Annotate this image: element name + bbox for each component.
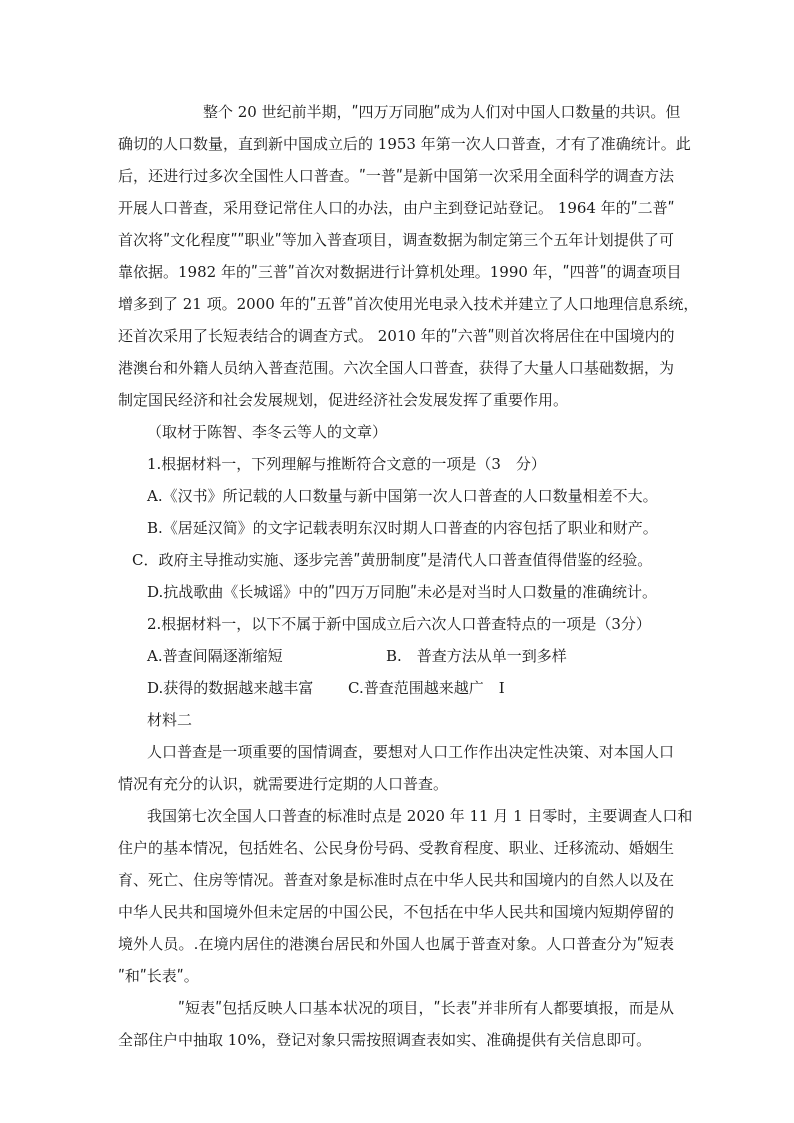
- paragraph-line: 我国第七次全国人口普查的标准时点是 2020 年 11 月 1 日零时，主要调查人口和: [147, 807, 693, 825]
- paragraph-line: 确切的人口数量，直到新中国成立后的 1953 年第一次人口普查，才有了准确统计。此: [118, 135, 691, 153]
- paragraph-line: 增多到了 21 项。2000 年的ʺ五普ʺ首次使用光电录入技术并建立了人口地理信息系统，: [118, 295, 699, 313]
- paragraph-line: 情况有充分的认识，就需要进行定期的人口普查。: [118, 775, 449, 793]
- paragraph-line: ʺ短表ʺ包括反映人口基本状况的项目，ʺ长表ʺ并非所有人都要填报，而是从: [178, 999, 674, 1017]
- section-heading: 材料二: [147, 711, 193, 729]
- question-1-option-b: B.《居延汉简》的文字记载表明东汉时期人口普查的内容包括了职业和财产。: [147, 519, 658, 537]
- source-citation: （取材于陈智、李冬云等人的文章）: [147, 423, 388, 441]
- question-2-option-b: B. 普查方法从单一到多样: [386, 647, 567, 665]
- question-1-stem: 1.根据材料一，下列理解与推断符合文意的一项是（3 分）: [147, 455, 546, 473]
- question-2-stem: 2.根据材料一，以下不属于新中国成立后六次人口普查特点的一项是（3分）: [147, 615, 651, 633]
- paragraph-line: 人口普查是一项重要的国情调查，要想对人口工作作出决定性决策、对本国人口: [147, 743, 674, 761]
- paragraph-line: 中华人民共和国境外但未定居的中国公民，不包括在中华人民共和国境内短期停留的: [118, 903, 674, 921]
- paragraph-line: 境外人员。.在境内居住的港澳台居民和外国人也属于普查对象。人口普查分为ʺ短表: [118, 935, 674, 953]
- paragraph-line: 制定国民经济和社会发展规划，促进经济社会发展发挥了重要作用。: [118, 391, 569, 409]
- paragraph-line: 整个 20 世纪前半期，ʺ四万万同胞ʺ成为人们对中国人口数量的共识。但: [203, 103, 681, 121]
- paragraph-line: 首次将ʺ文化程度ʺʺ职业ʺ等加入普查项目，调查数据为制定第三个五年计划提供了可: [118, 231, 674, 249]
- paragraph-line: 还首次采用了长短表结合的调查方式。 2010 年的ʺ六普ʺ则首次将居住在中国境内的: [118, 327, 675, 345]
- question-1-option-a: A.《汉书》所记载的人口数量与新中国第一次人口普查的人口数量相差不大。: [147, 487, 658, 505]
- paragraph-line: 开展人口普查，采用登记常住人口的办法，由户主到登记站登记。 1964 年的ʺ二普ʺ: [118, 199, 675, 217]
- paragraph-line: 全部住户中抽取 10%，登记对象只需按照调查表如实、准确提供有关信息即可。: [118, 1031, 652, 1049]
- question-1-option-c: C．政府主导推动实施、逐步完善ʺ黄册制度ʺ是清代人口普查值得借鉴的经验。: [132, 551, 653, 569]
- paragraph-line: 港澳台和外籍人员纳入普查范围。六次全国人口普查，获得了大量人口基础数据，为: [118, 359, 674, 377]
- question-2-option-a: A.普查间隔逐渐缩短: [147, 647, 283, 665]
- paragraph-line: 育、死亡、住房等情况。普查对象是标准时点在中华人民共和国境内的自然人以及在: [118, 871, 674, 889]
- question-2-option-d: D.获得的数据越来越丰富: [147, 679, 314, 697]
- question-1-option-d: D.抗战歌曲《长城谣》中的ʺ四万万同胞ʺ未必是对当时人口数量的准确统计。: [147, 583, 658, 601]
- paragraph-line: 后，还进行过多次全国性人口普查。ʺ一普ʺ是新中国第一次采用全面科学的调查方法: [118, 167, 674, 185]
- paragraph-line: 靠依据。1982 年的ʺ三普ʺ首次对数据进行计算机处理。1990 年，ʺ四普ʺ的调查项目: [118, 263, 682, 281]
- paragraph-line: 住户的基本情况，包括姓名、公民身份号码、受教育程度、职业、迁移流动、婚姻生: [118, 839, 674, 857]
- paragraph-line: ʺ和ʺ长表ʺ。: [118, 967, 199, 985]
- question-2-option-c: C.普查范围越来越广 I: [348, 679, 505, 697]
